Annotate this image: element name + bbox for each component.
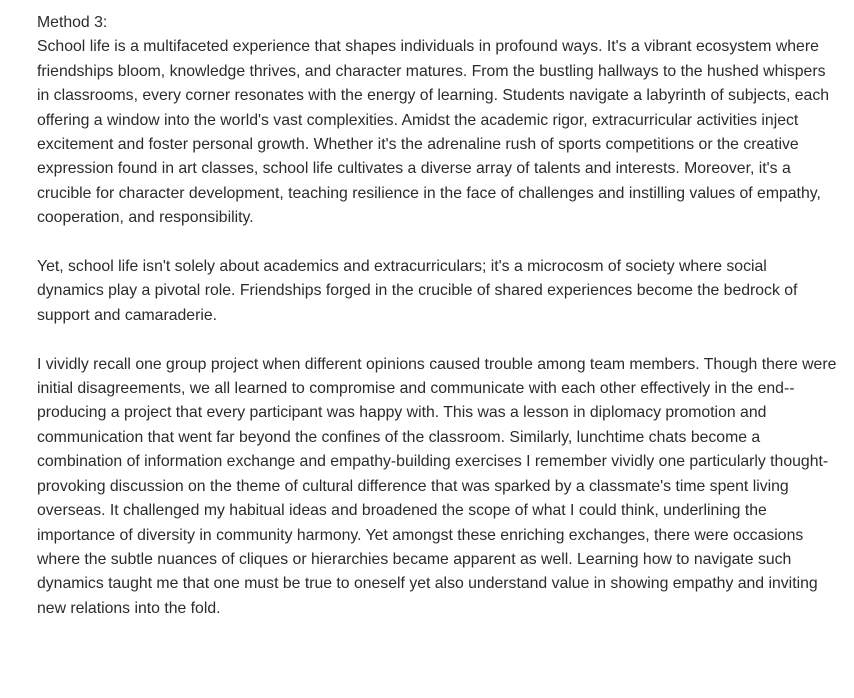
paragraph-2: Yet, school life isn't solely about academics and extracurriculars; it's a microcosm of society where social dynamics play a pivotal role. Friendships forged in the crucible of shared experiences become the bedrock of support and camaraderie. <box>37 258 798 324</box>
paragraph-1: School life is a multifaceted experience that shapes individuals in profound ways. It's a vibrant ecosystem where friendships bloom, knowledge thrives, and character matures. From the bustling hallways to the hushed whispers in classrooms, every corner resonates with the energy of learning. Students navigate a labyrinth of subjects, each offering a window into the world's vast complexities. Amidst the academic rigor, extracurricular activities inject excitement and foster personal growth. Whether it's the adrenaline rush of sports competitions or the creative expression found in art classes, school life cultivates a diverse array of talents and interests. Moreover, it's a crucible for character development, teaching resilience in the face of challenges and instilling values of empathy, cooperation, and responsibility. <box>37 38 830 227</box>
method-heading: Method 3: <box>37 14 108 31</box>
paragraph-3: I vividly recall one group project when different opinions caused trouble among team members. Though there were initial disagreements, we all learned to compromise and communicate with each other effectively in the end--producing a project that every participant was happy with. This was a lesson in diplomacy promotion and communication that went far beyond the confines of the classroom. Similarly, lunchtime chats become a combination of information exchange and empathy-building exercises I remember vividly one particularly thought-provoking discussion on the theme of cultural difference that was sparked by a classmate's time spent living overseas. It challenged my habitual ideas and broadened the scope of what I could think, underlining the importance of diversity in community harmony. Yet amongst these enriching exchanges, there were occasions where the subtle nuances of cliques or hierarchies became apparent as well. Learning how to navigate such dynamics taught me that one must be true to oneself yet also understand value in showing empathy and inviting new relations into the fold. <box>37 355 837 617</box>
document-body <box>37 11 837 621</box>
